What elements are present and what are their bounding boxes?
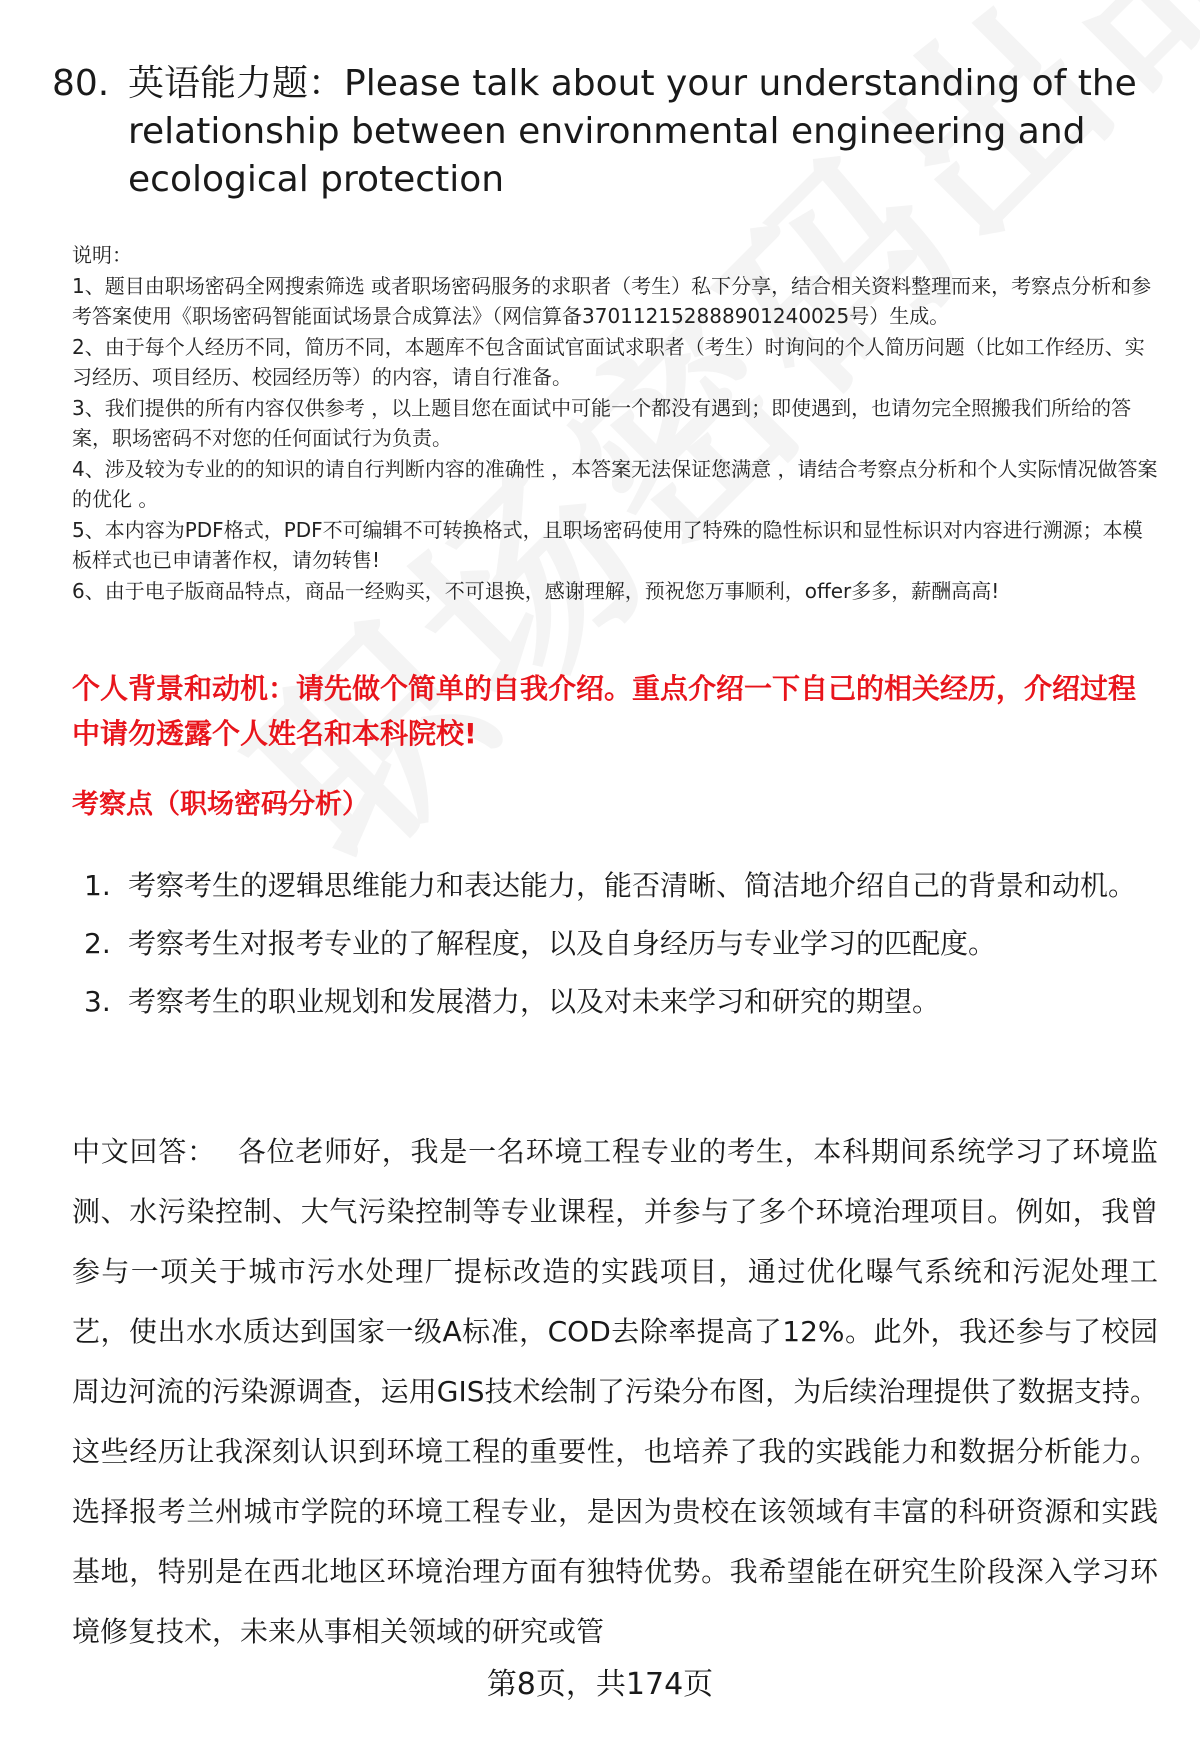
note-item: 3、我们提供的所有内容仅供参考 ，以上题目您在面试中可能一个都没有遇到；即使遇到，也请勿完全照搬我们所给的答案，职场密码不对您的任何面试行为负责。 [72, 395, 1132, 450]
point-number: 2. [84, 927, 111, 960]
notes-heading: 说明： [72, 243, 132, 267]
question-text: 英语能力题：Please talk about your understanding of the relationship between environmental engineering and ecological protection [128, 63, 1137, 200]
answer-text: 各位老师好，我是一名环境工程专业的考生，本科期间系统学习了环境监测、水污染控制、大气污染控制等专业课程，并参与了多个环境治理项目。例如，我曾参与一项关于城市污水处理厂提标改造的实践项目，通过优化曝气系统和污泥处理工艺，使出水水质达到国家一级A标准，COD去除率提高了12%。此外，我还参与了校园周边河流的污染源调查，运用GIS技术绘制了污染分布图，为后续治理提供了数据支持。这些经历让我深刻认识到环境工程的重要性，也培养了我的实践能力和数据分析能力。选择报考兰州城市学院的环境工程专业，是因为贵校在该领域有丰富的科研资源和实践基地，特别是在西北地区环境治理方面有独特优势。我希望能在研究生阶段深入学习环境修复技术，未来从事相关领域的研究或管 [72, 1135, 1158, 1648]
note-item: 5、本内容为PDF格式，PDF不可编辑不可转换格式，且职场密码使用了特殊的隐性标识和显性标识对内容进行溯源；本模板样式也已申请著作权，请勿转售! [72, 517, 1143, 572]
focus-points-list [84, 857, 1154, 1031]
point-text: 考察考生的职业规划和发展潜力，以及对未来学习和研究的期望。 [128, 985, 941, 1018]
point-text: 考察考生的逻辑思维能力和表达能力，能否清晰、简洁地介绍自己的背景和动机。 [128, 869, 1137, 902]
page-footer: 第8页，共174页 [486, 1667, 714, 1702]
list-item [84, 973, 1154, 1031]
question-title [52, 60, 1152, 204]
note-item: 2、由于每个人经历不同，简历不同，本题库不包含面试官面试求职者（考生）时询问的个人简历问题（比如工作经历、实习经历、项目经历、校园经历等）的内容，请自行准备。 [72, 334, 1145, 389]
note-item: 6、由于电子版商品特点，商品一经购买，不可退换，感谢理解，预祝您万事顺利，offer多多，薪酬高高! [72, 578, 1000, 603]
list-item [84, 857, 1154, 915]
answer-paragraph [72, 1122, 1158, 1662]
answer-label: 中文回答： [72, 1135, 216, 1168]
point-text: 考察考生对报考专业的了解程度，以及自身经历与专业学习的匹配度。 [128, 927, 997, 960]
point-number: 1. [84, 869, 111, 902]
list-item [84, 915, 1154, 973]
focus-heading: 考察点（职场密码分析） [72, 789, 369, 820]
note-item: 1、题目由职场密码全网搜索筛选 或者职场密码服务的求职者（考生）私下分享，结合相关资料整理而来，考察点分析和参考答案使用《职场密码智能面试场景合成算法》（网信算备370112152888901240025号）生成。 [72, 273, 1152, 328]
notes-block [72, 240, 1158, 606]
question-number: 80. [52, 63, 110, 104]
point-number: 3. [84, 985, 111, 1018]
background-heading: 个人背景和动机：请先做个简单的自我介绍。重点介绍一下自己的相关经历，介绍过程中请勿透露个人姓名和本科院校! [72, 672, 1137, 750]
note-item: 4、涉及较为专业的的知识的请自行判断内容的准确性 ，本答案无法保证您满意 ，请结合考察点分析和个人实际情况做答案的优化 。 [72, 456, 1158, 511]
